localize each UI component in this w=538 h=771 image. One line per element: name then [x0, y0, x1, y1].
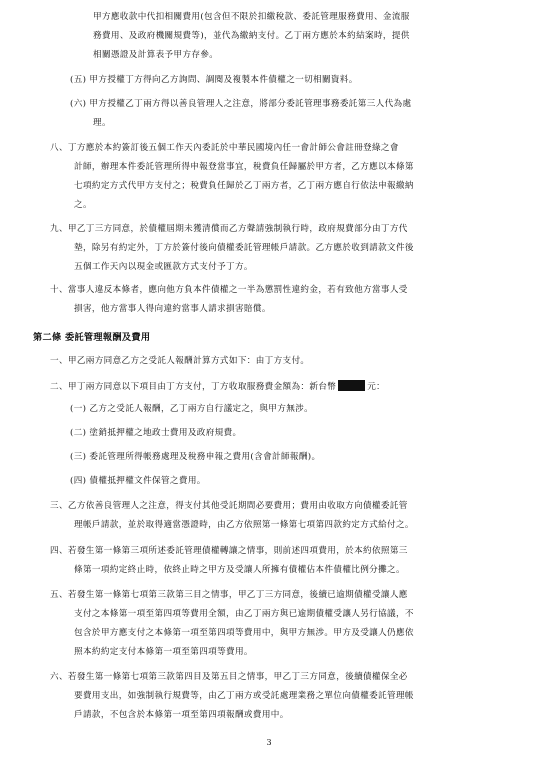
paragraph-line: 戶請款，不包含於本條第一項至第四項報酬或費用中。 — [74, 710, 289, 720]
article-heading: 第二條 委託管理報酬及費用 — [33, 332, 151, 343]
paragraph-line: 相關憑證及計算表予甲方存參。 — [93, 50, 219, 60]
paragraph-line: 務費用、及政府機關規費等)，並代為繳納支付。乙丁兩方應於本約結案時，提供 — [93, 31, 410, 41]
paragraph-line: 包含於甲方應支付之本條第一項至第四項等費用中，與甲方無涉。甲方及受讓人仍應依 — [74, 628, 414, 638]
paragraph-line: 條第一項約定終止時，依終止時之甲方及受讓人所擁有債權佔本件債權比例分攤之。 — [74, 565, 405, 575]
article-2-item-6: 六、若發生第一條第七項第三款第四目及第五目之情事，甲乙丁三方同意，後續債權保全必 — [50, 672, 408, 682]
paragraph-line: 支付之本條第一項至第四項等費用全額，由乙丁兩方與已逾期債權受讓人另行協議，不 — [74, 609, 414, 619]
article-2-item-1: 一、甲乙兩方同意乙方之受託人報酬計算方式如下：由丁方支付。 — [50, 356, 310, 366]
paragraph-line: 之。 — [74, 200, 92, 210]
paragraph-line: 要費用支出，如強制執行規費等，由乙丁兩方或受託處理業務之單位向債權委託管理帳 — [74, 691, 414, 701]
clause-9: 九、甲乙丁三方同意，於債權屆期未獲清償而乙方聲請強制執行時，政府規費部分由丁方代 — [50, 224, 408, 234]
item-2-text: 二、甲丁兩方同意以下項目由丁方支付，丁方收取服務費金額為：新台幣 — [50, 382, 337, 392]
clause-10: 十、當事人違反本條者，應向他方負本件債權之一半為懲罰性違約金，若有致他方當事人受 — [50, 285, 408, 295]
clause-8: 八、丁方應於本約簽訂後五個工作天內委託於中華民國境內任一會計師公會註冊登綠之會 — [50, 143, 399, 153]
redacted-amount — [338, 380, 365, 391]
item-2-unit: 元： — [367, 382, 386, 392]
page-number: 3 — [266, 738, 272, 747]
subitem: (一) 乙方之受託人報酬，乙丁兩方自行議定之，與甲方無涉。 — [70, 404, 314, 414]
paragraph-line: 五個工作天內以現金或匯款方式支付予丁方。 — [74, 262, 253, 272]
article-2-item-2 — [50, 380, 385, 393]
subitem: (二) 塗銷抵押權之地政士費用及政府規費。 — [70, 428, 242, 438]
paragraph-line: 甲方應收款中代扣相關費用(包含但不限於扣繳稅款、委託管理服務費用、金流服 — [93, 12, 410, 22]
paragraph-line: 損害，他方當事人得向違約當事人請求損害賠償。 — [74, 304, 271, 314]
paragraph-line: 照本約約定支付本條第一項至第四項等費用。 — [74, 647, 253, 657]
paragraph-line: 理。 — [93, 118, 111, 128]
paragraph-line: 七項約定方式代甲方支付之；稅費負任歸於乙丁兩方者，乙丁兩方應自行依法申報繳納 — [74, 181, 414, 191]
article-2-item-5: 五、若發生第一條第七項第三款第三目之情事，甲乙丁三方同意，後續已逾期債權受讓人應 — [50, 590, 408, 600]
subitem-6: (六) 甲方授權乙丁兩方得以善良管理人之注意，將部分委託管理事務委託第三人代為處 — [70, 99, 412, 109]
subitem: (三) 委託管理所得帳務處理及稅務申報之費用(含會計師報酬)。 — [70, 452, 321, 462]
subitem: (四) 債權抵押權文件保管之費用。 — [70, 476, 206, 486]
article-2-item-4: 四、若發生第一條第三項所述委託管理債權轉讓之情事，則前述四項費用，於本約依照第三 — [50, 546, 408, 556]
article-2-item-3: 三、乙方依善良管理人之注意，得支付其他受託期間必要費用；費用由收取方向債權委託管 — [50, 501, 408, 511]
paragraph-line: 墊，除另有約定外，丁方於簽付後向債權委託管理帳戶請款。乙方應於收到請款文件後 — [74, 243, 414, 253]
paragraph-line: 理帳戶請款，並於取得適當憑證時，由乙方依照第一條第七項第四款約定方式給付之。 — [74, 520, 414, 530]
paragraph-line: 計師，辦理本件委託管理所得申報登當事宜，稅費負任歸屬於甲方者，乙方應以本條第 — [74, 162, 414, 172]
subitem-5: (五) 甲方授權丁方得向乙方詢問、調閱及複製本件債權之一切相關資料。 — [70, 75, 358, 85]
